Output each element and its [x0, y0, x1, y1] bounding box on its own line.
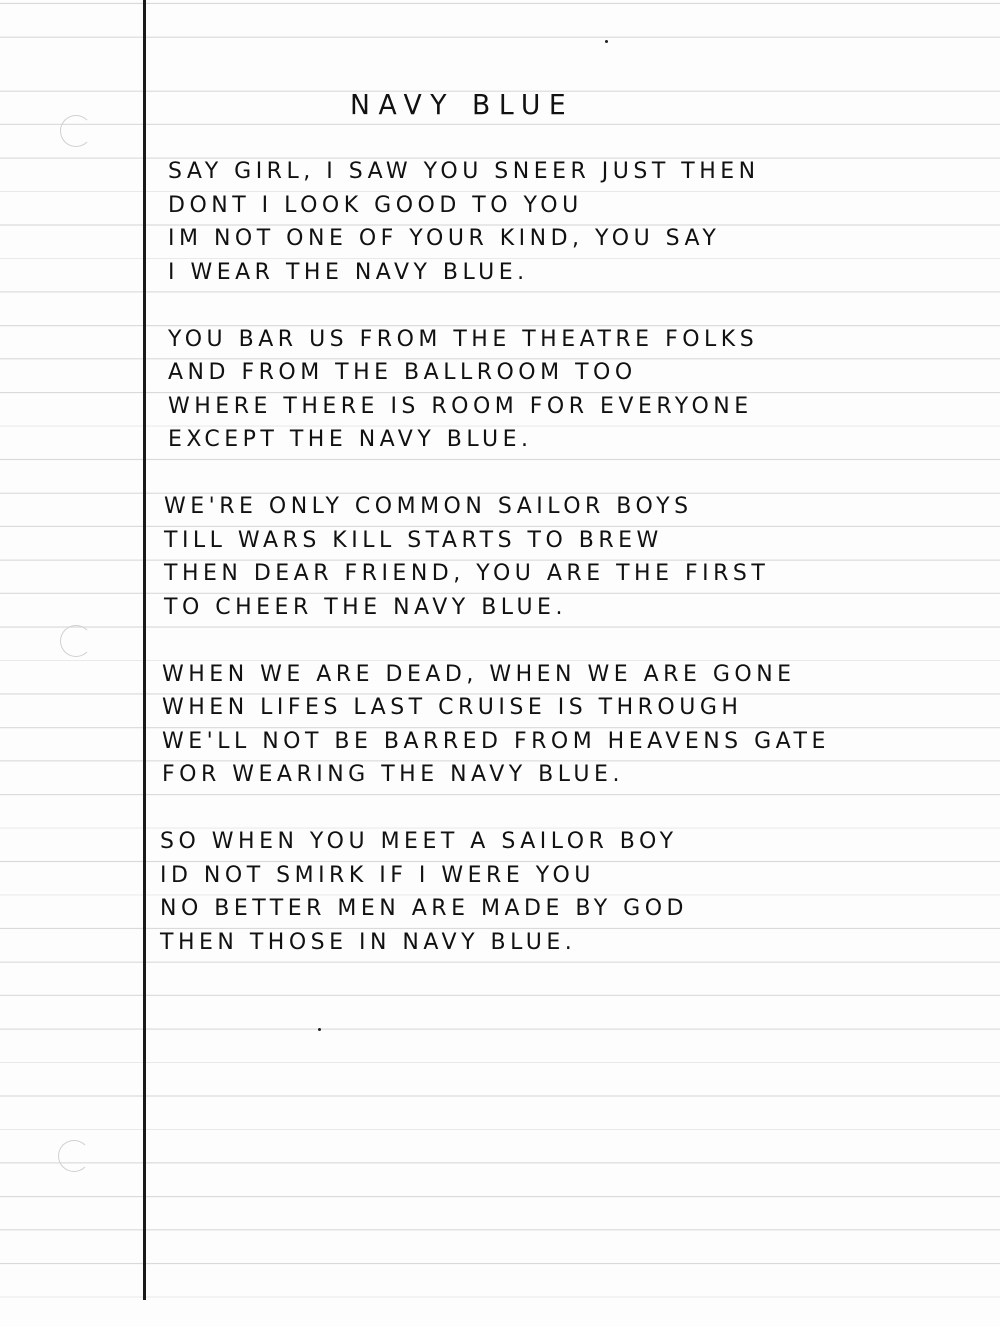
poem-line: TILL WARS KILL STARTS TO BREW: [164, 527, 663, 553]
poem-line: WHEN WE ARE DEAD, WHEN WE ARE GONE: [162, 661, 796, 687]
stanza: [160, 323, 920, 457]
poem-line: I WEAR THE NAVY BLUE.: [168, 259, 529, 285]
poem-line: TO CHEER THE NAVY BLUE.: [164, 594, 567, 620]
punch-hole: [60, 625, 92, 657]
poem-line: FOR WEARING THE NAVY BLUE.: [162, 762, 624, 787]
poem-line: WHERE THERE IS ROOM FOR EVERYONE: [168, 393, 753, 419]
poem-line: WE'LL NOT BE BARRED FROM HEAVENS GATE: [162, 728, 830, 754]
poem-line: NO BETTER MEN ARE MADE BY GOD: [160, 896, 688, 921]
stanza: [160, 658, 920, 792]
ink-speck: [605, 40, 608, 43]
poem-line: WE'RE ONLY COMMON SAILOR BOYS: [164, 494, 693, 519]
poem-line: EXCEPT THE NAVY BLUE.: [168, 427, 533, 452]
margin-line: [143, 0, 146, 1300]
poem-line: THEN DEAR FRIEND, YOU ARE THE FIRST: [164, 561, 770, 586]
poem-line: ID NOT SMIRK IF I WERE YOU: [160, 862, 595, 888]
poem-body: [160, 155, 920, 993]
ink-speck: [318, 1028, 321, 1031]
poem-line: AND FROM THE BALLROOM TOO: [168, 360, 637, 385]
poem-line: THEN THOSE IN NAVY BLUE.: [160, 929, 577, 955]
poem-title: NAVY BLUE: [350, 88, 575, 121]
poem-line: IM NOT ONE OF YOUR KIND, YOU SAY: [168, 226, 721, 251]
poem-line: YOU BAR US FROM THE THEATRE FOLKS: [168, 326, 759, 352]
poem-line: WHEN LIFES LAST CRUISE IS THROUGH: [162, 695, 743, 720]
stanza: [160, 490, 920, 624]
punch-hole: [58, 1140, 90, 1172]
poem-line: SO WHEN YOU MEET A SAILOR BOY: [160, 829, 678, 854]
poem-line: DONT I LOOK GOOD TO YOU: [168, 192, 583, 218]
poem-line: SAY GIRL, I SAW YOU SNEER JUST THEN: [168, 159, 760, 184]
stanza: [160, 155, 920, 289]
punch-hole: [60, 115, 92, 147]
stanza: [160, 825, 920, 959]
